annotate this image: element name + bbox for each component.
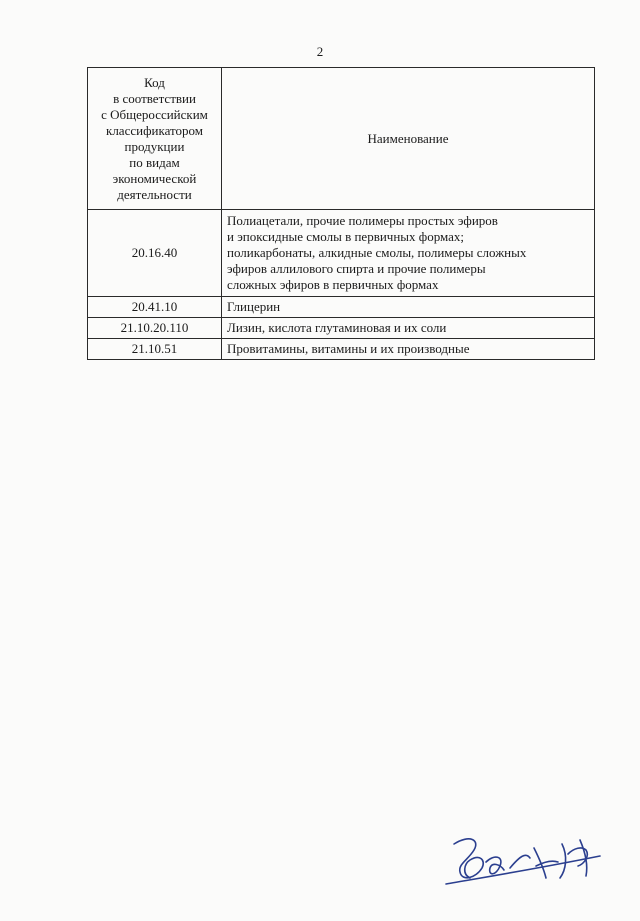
row-code: 21.10.51 (88, 339, 222, 360)
code-column-header: Код в соответствии с Общероссийским классификатором продукции по видам экономической деятельности (88, 68, 222, 210)
name-column-header: Наименование (222, 68, 595, 210)
table-row (88, 339, 595, 360)
page-number: 2 (316, 44, 324, 59)
row-name: Провитамины, витамины и их производные (222, 339, 595, 360)
table-row (88, 210, 595, 297)
table-header-row (88, 68, 595, 210)
table-row (88, 297, 595, 318)
row-code: 20.41.10 (88, 297, 222, 318)
handwritten-signature (440, 826, 606, 896)
row-name: Полиацетали, прочие полимеры простых эфиров и эпоксидные смолы в первичных формах; поликарбонаты, алкидные смолы, полимеры сложных эфиров аллилового спирта и прочие полимеры сложных эфиров в первичных формах (222, 210, 595, 297)
row-code: 21.10.20.110 (88, 318, 222, 339)
row-name: Лизин, кислота глутаминовая и их соли (222, 318, 595, 339)
row-code: 20.16.40 (88, 210, 222, 297)
table-row (88, 318, 595, 339)
row-name: Глицерин (222, 297, 595, 318)
okpd-codes-table (87, 67, 595, 360)
